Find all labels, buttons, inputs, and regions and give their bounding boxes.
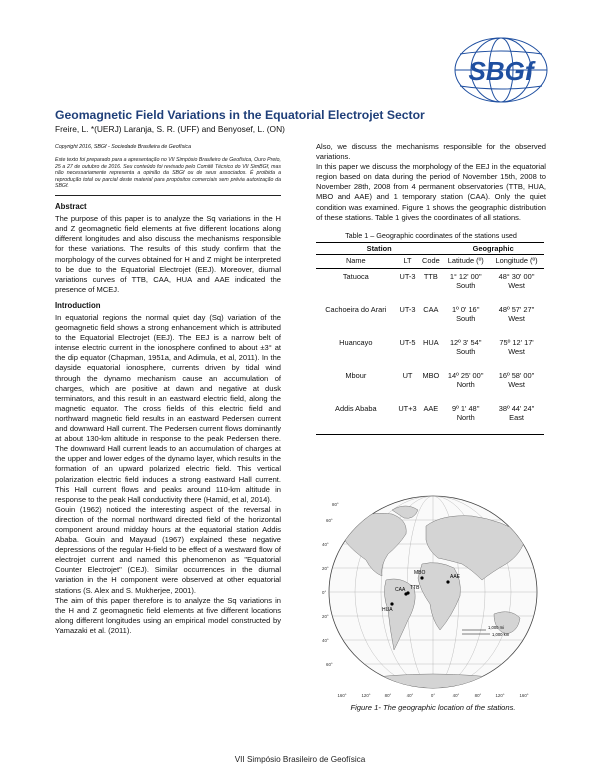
svg-text:60°: 60° [326, 518, 333, 523]
stations-table [316, 242, 544, 435]
marker-mbo [420, 576, 423, 579]
station-code: AAE [423, 404, 439, 414]
label-ttb: TTB [410, 585, 420, 591]
station-lt: UT+3 [398, 404, 417, 414]
copyright-line: Copyright 2016, SBGf - Sociedade Brasileira de Geofísica [55, 144, 192, 150]
table-row [316, 302, 544, 335]
station-code: HUA [423, 338, 439, 348]
station-lon: 48º 57' 27'' West [498, 305, 535, 324]
authors-line: Freire, L. *(UERJ) Laranja, S. R. (UFF) and Benyosef, L. (ON) [55, 124, 285, 134]
table-row [316, 401, 544, 435]
label-hua: HUA [382, 607, 393, 613]
station-code: TTB [423, 272, 438, 282]
table-caption: Table 1 – Geographic coordinates of the stations used [345, 230, 517, 240]
svg-text:160°: 160° [519, 693, 529, 698]
table-row [316, 368, 544, 401]
introduction-heading: Introduction [55, 300, 101, 310]
station-lt: UT-5 [399, 338, 416, 348]
table-row [316, 335, 544, 368]
abstract-text: The purpose of this paper is to analyze the Sq variations in the H and Z geomagnetic field elements at five different locations along different longitudes and also discuss the mechanisms responsible for these variations. The results of this study confirm that the morphology of the curves obtained for H and Z might be interpreted to be due to the Equatorial Electrojet (EEJ). Moreover, diurnal variations curves of TTB, CAA, HUA and AAE indicated the presence of MCEJ. [55, 214, 281, 294]
station-lt: UT [402, 371, 413, 381]
station-code: CAA [423, 305, 439, 315]
station-lon: 38º 44' 24'' East [498, 404, 535, 423]
paper-title: Geomagnetic Field Variations in the Equatorial Electrojet Sector [55, 108, 425, 122]
col-header: Longitude (º) [489, 254, 544, 268]
station-name: Tatuoca [342, 272, 369, 282]
right-paragraph-1: Also, we discuss the mechanisms responsible for the observed variations. [316, 142, 546, 162]
svg-text:80°: 80° [332, 502, 339, 507]
svg-text:40°: 40° [322, 638, 329, 643]
station-lon: 75º 12' 17' West [499, 338, 534, 357]
col-header: Latitude (º) [442, 254, 489, 268]
group-geographic: Geographic [442, 242, 544, 254]
intro-paragraph-1: In equatorial regions the normal quiet day (Sq) variation of the geomagnetic field shows a strong enhancement which is attributed to the Equatorial Electrojet (EEJ). The EEJ is a narrow belt of intense electric current in the ionosphere confined to about ±3° at the dip equator (Chapman, 1951a, and Adimula, et al, 2011). In the dayside equatorial ionosphere, currents driven by tidal wind through the dynamo mechanism cause an accumulation of charges, which are positive at dawn and negative at dusk terminators, and this result in an eastward electric field, along the magnetic equator. The cross fields of this electric field and northward magnetic field results in an eastward Pedersen current and downward Hall current. The Pedersen current flows dominantly at about 130-km altitude in response to the peak Pedersen there. The downward Hall current leads to an accumulation of charges at the upper and lower edges of the dynamo layer, which results in the formation of an upward polarized electric field. This vertical polarization electric field induces a strong eastward Hall current. This Hall current flows and peaks around 110-km altitude in response to the peak Hall conductivity there (Hamid, et al, 2014). [55, 313, 281, 504]
divider [55, 195, 281, 196]
station-name: Huancayo [339, 338, 373, 348]
logo-text: SBGf [468, 56, 534, 86]
col-header: Name [316, 254, 396, 268]
world-map-figure [322, 480, 544, 700]
page-footer: VII Simpósio Brasileiro de Geofísica [234, 755, 366, 764]
intro-paragraph-3: The aim of this paper therefore is to analyze the Sq variations in the H and Z geomagnetic field elements at five different locations along different longitudes using an empirical model constructed by Yamazaki et al. (2011). [55, 595, 281, 635]
longitude-labels [337, 693, 528, 698]
svg-text:0°: 0° [430, 693, 436, 698]
marker-hua [390, 602, 393, 605]
svg-text:40°: 40° [322, 542, 329, 547]
station-name: Addis Ababa [335, 404, 377, 414]
marker-aae [446, 580, 449, 583]
svg-text:60°: 60° [326, 662, 333, 667]
svg-text:0°: 0° [322, 590, 327, 595]
station-lat: 9º 1' 48'' North [452, 404, 480, 423]
figure-caption: Figure 1- The geographic location of the stations. [350, 703, 516, 712]
notice-text: Este texto foi preparado para a apresentação no VII Simpósio Brasileiro de Geofísica, Ouro Preto, 25 a 27 de outubro de 2016. Seu conteúdo foi revisado pelo Comitê Técnico do VII SimBGf, mas não necessariamente representa a opinião da SBGf ou de seus associados. É proibida a reprodução total ou parcial deste material para propósitos comerciais sem prévia autorização da SBGf. [55, 157, 281, 190]
station-code: MBO [422, 371, 440, 381]
right-paragraph-2: In this paper we discuss the morphology of the EEJ in the equatorial region based on data during the period of November 15th, 2008 to November 28th, 2008 from 4 permanent observatories (TTB, HUA, MBO and AAE) and 1 temporary station (CAA). Only the quiet condition was examined. Figure 1 shows the geographic distribution of these stations. Table 1 gives the coordinates of all stations. [316, 162, 546, 222]
abstract-heading: Abstract [55, 202, 87, 212]
sbgf-logo [446, 30, 556, 110]
label-mbo: MBO [414, 570, 426, 576]
station-name: Cachoeira do Arari [325, 305, 387, 315]
station-lat: 12º 3' 54'' South [449, 338, 482, 357]
svg-text:20°: 20° [322, 566, 329, 571]
table-row [316, 269, 544, 303]
svg-text:80°: 80° [474, 693, 482, 698]
svg-text:160°: 160° [337, 693, 347, 698]
intro-paragraph-2: Gouin (1962) noticed the interesting aspect of the reversal in direction of the normal northward directed field of the horizontal component around midday hours at the equatorial station Addis Ababa. Gouin and Mayaud (1967) explained these negative depressions of the regular H-field to be effect of a westward flow of electrojet current and named this phenomenon as "Equatorial Counter Electrojet" (CEJ). Similar occurrences in the diurnal variation in the H component were observed at other equatorial stations (S. Alex and S. Mukherjee, 2001). [55, 504, 281, 595]
svg-text:120°: 120° [495, 693, 505, 698]
svg-text:20°: 20° [322, 614, 329, 619]
label-aae: AAE [450, 574, 461, 580]
svg-text:40°: 40° [406, 693, 414, 698]
label-caa: CAA [395, 587, 406, 593]
svg-text:80°: 80° [384, 693, 392, 698]
right-column [316, 142, 546, 435]
group-station: Station [316, 242, 442, 254]
scale-km: 1,000 km [492, 632, 510, 637]
station-lt: UT-3 [399, 272, 416, 282]
svg-text:120°: 120° [361, 693, 371, 698]
station-name: Mbour [345, 371, 367, 381]
station-lon: 16º 58' 00'' West [498, 371, 535, 390]
station-lon: 48° 30' 00'' West [498, 272, 535, 291]
station-lt: UT-3 [399, 305, 416, 315]
left-column [55, 142, 281, 636]
scale-mi: 1,000 mi [488, 625, 505, 630]
col-header: Code [419, 254, 442, 268]
station-lat: 14º 25' 00'' North [447, 371, 484, 390]
station-lat: 1° 12' 00'' South [449, 272, 482, 291]
svg-text:40°: 40° [452, 693, 460, 698]
col-header: LT [396, 254, 420, 268]
station-lat: 1º 0' 16'' South [452, 305, 480, 324]
